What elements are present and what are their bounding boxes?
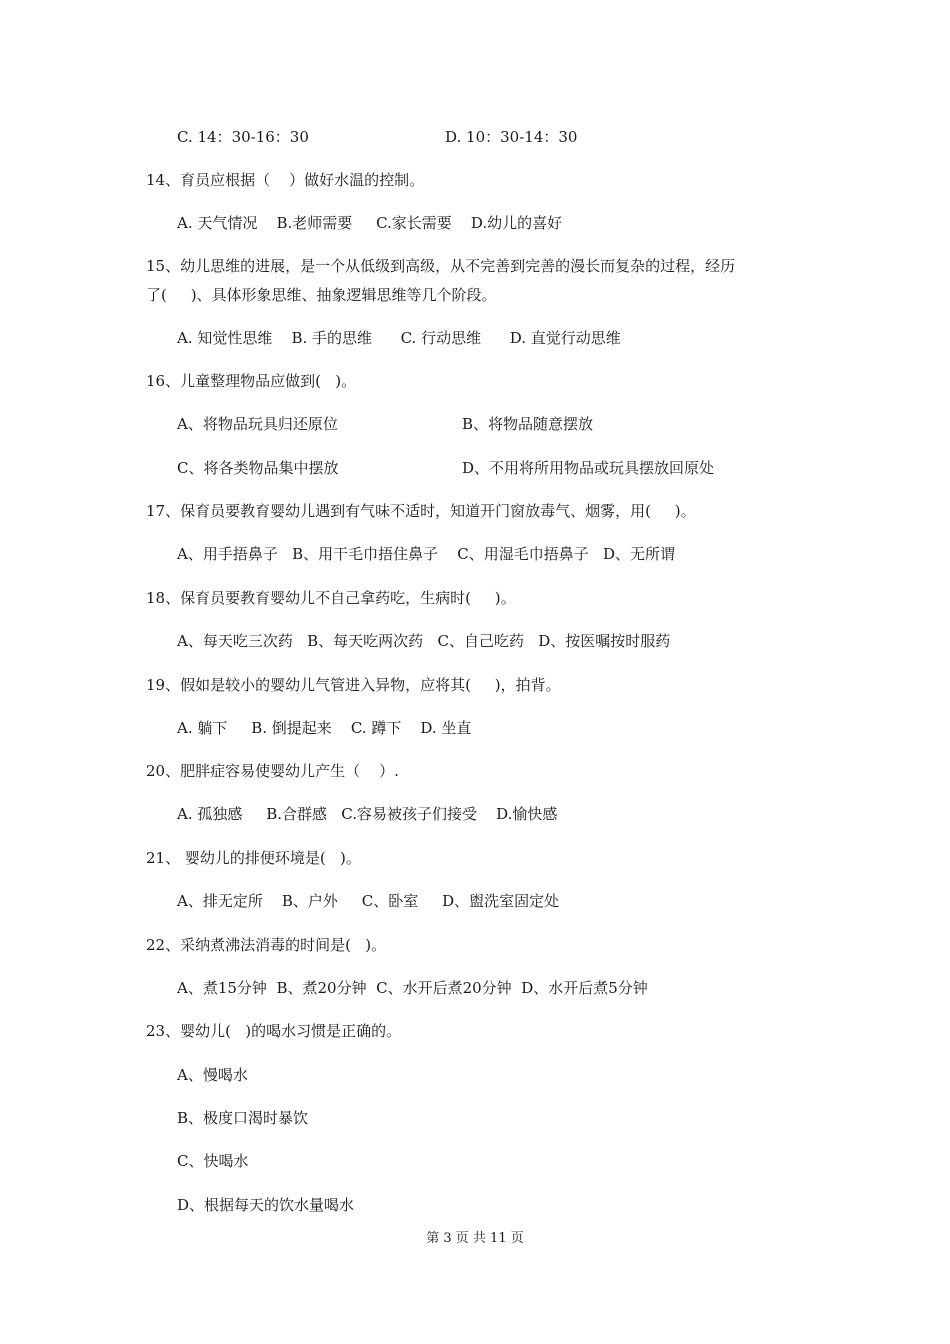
option-line: C、快喝水 [177, 1152, 249, 1170]
page-footer: 第 3 页 共 11 页 [426, 1231, 524, 1246]
question-line: 20、肥胖症容易使婴幼儿产生（ ）. [146, 762, 399, 780]
option-line: A. 孤独感 B.合群感 C.容易被孩子们接受 D.愉快感 [177, 805, 558, 823]
question-line: 19、假如是较小的婴幼儿气管进入异物，应将其( )，拍背。 [146, 676, 561, 694]
option-line: B、将物品随意摆放 [462, 415, 594, 433]
question-line: 15、幼儿思维的进展，是一个从低级到高级，从不完善到完善的漫长而复杂的过程，经历 [146, 257, 736, 275]
option-line: D、不用将所用物品或玩具摆放回原处 [462, 459, 715, 477]
option-line: A、慢喝水 [177, 1066, 248, 1084]
question-line: 22、采纳煮沸法消毒的时间是( )。 [146, 936, 387, 954]
option-line: A、煮15分钟 B、煮20分钟 C、水开后煮20分钟 D、水开后煮5分钟 [177, 979, 648, 997]
question-line: 了( )、具体形象思维、抽象逻辑思维等几个阶段。 [146, 286, 497, 304]
option-line: A、排无定所 B、户外 C、卧室 D、盥洗室固定处 [177, 892, 560, 910]
option-line: A. 知觉性思维 B. 手的思维 C. 行动思维 D. 直觉行动思维 [177, 329, 621, 347]
option-line: D、根据每天的饮水量喝水 [177, 1196, 355, 1214]
option-line: D. 10：30-14：30 [445, 128, 578, 146]
option-line: A. 天气情况 B.老师需要 C.家长需要 D.幼儿的喜好 [177, 214, 563, 232]
option-line: A. 躺下 B. 倒提起来 C. 蹲下 D. 坐直 [177, 719, 472, 737]
option-line: A、每天吃三次药 B、每天吃两次药 C、自己吃药 D、按医嘱按时服药 [177, 632, 671, 650]
question-line: 23、婴幼儿( )的喝水习惯是正确的。 [146, 1022, 402, 1040]
question-line: 14、育员应根据（ ）做好水温的控制。 [146, 171, 425, 189]
question-line: 18、保育员要教育婴幼儿不自己拿药吃，生病时( )。 [146, 589, 516, 607]
option-line: C、将各类物品集中摆放 [177, 459, 339, 477]
question-line: 21、 婴幼儿的排便环境是( )。 [146, 849, 361, 867]
option-line: C. 14：30-16：30 [177, 128, 309, 146]
option-line: A、将物品玩具归还原位 [177, 415, 338, 433]
question-line: 17、保育员要教育婴幼儿遇到有气味不适时，知道开门窗放毒气、烟雾，用( )。 [146, 502, 696, 520]
option-line: B、极度口渴时暴饮 [177, 1109, 309, 1127]
question-line: 16、儿童整理物品应做到( )。 [146, 372, 357, 390]
option-line: A、用手捂鼻子 B、用干毛巾捂住鼻子 C、用湿毛巾捂鼻子 D、无所谓 [177, 545, 676, 563]
